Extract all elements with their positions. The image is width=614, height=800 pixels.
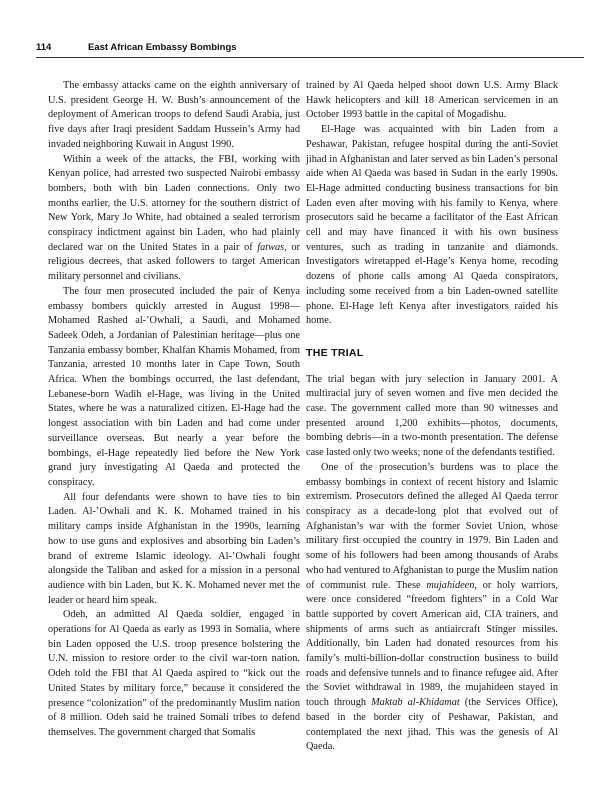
paragraph: The four men prosecuted included the pair of Kenya embassy bombers quickly arrested in August 1998—Mohamed Rashed al-’Owhali, a Saudi, and Mohamed Sadeek Odeh, a Jordanian of Palestinian heritage—plus one Tanzania embassy bomber, Khalfan Khamis Mohamed, from Tanzania, arrested 10 months later in Cape Town, South Africa. When the bombings occurred, the last defendant, Lebanese-born Wadih el-Hage, was living in the United States, where he was a naturalized citizen. El-Hage had the longest association with bin Laden and had come under surveillance overseas. But nearly a year before the bombings, el-Hage repeatedly lied before the New York grand jury investigating Al Qaeda and protected the conspiracy. (48, 285, 300, 488)
paragraph: The embassy attacks came on the eighth anniversary of U.S. president George H. W. Bush’s announcement of the deployment of American troops to defend Saudi Arabia, just five days after Iraqi president Saddam Hussein’s Army had invaded neighboring Kuwait in August 1990. (48, 80, 300, 150)
running-title: East African Embassy Bombings (88, 42, 237, 53)
paragraph: The trial began with jury selection in January 2001. A multiracial jury of seven women and five men decided the case. The government called more than 90 witnesses and presented around 1,200 exhibits—photos, documents, bombing debris—in a two-month presentation. The defense case lasted only two weeks; none of the defendants testified. (306, 373, 558, 459)
paragraph: One of the prosecution’s burdens was to place the embassy bombings in context of recent history and Islamic extremism. Prosecutors defined the alleged Al Qaeda terror conspiracy as a decade-long plot that evolved out of Afghanistan’s war with the former Soviet Union, whose military first occupied the country in 1979. Bin Laden and some of his followers had been among thousands of Arabs who had ventured to Afghanistan to purge the Muslim nation of communist rule. These mujahideen, or holy warriors, were once considered “freedom fighters” in a Cold War battle supported by covert American aid, CIA trainers, and shipments of arms such as antiaircraft Stinger missiles. Additionally, bin Laden had donated resources from his family’s multi-billion-dollar construction business to build roads and defensive tunnels and to finance refugee aid. After the Soviet withdrawal in 1989, the mujahideen stayed in touch through Maktab al-Khidamat (the Services Office), based in the border city of Peshawar, Pakistan, and contemplated the next jihad. This was the genesis of Al Qaeda. (306, 461, 558, 753)
italic-term: mujahideen (426, 579, 475, 591)
paragraph: Odeh, an admitted Al Qaeda soldier, engaged in operations for Al Qaeda as early as 1993 in Somalia, where bin Laden opposed the U.S. troop presence bolstering the U.N. mission to restore order to the civil war-torn nation. Odeh told the FBI that Al Qaeda aspired to “kick out the United States by military force,” because it considered the presence “colonization” of the predominantly Muslim nation of 8 million. Odeh said he trained Somali tribes to defend themselves. The government charged that Somalis (48, 609, 300, 738)
page-number: 114 (36, 42, 52, 53)
italic-term: fatwas (257, 241, 285, 253)
paragraph: All four defendants were shown to have ties to bin Laden. Al-’Owhali and K. K. Mohamed trained in his military camps inside Afghanistan in the 1990s, learning how to use guns and explosives and absorbing bin Laden’s brand of extreme Islamic ideology. Al-’Owhali fought alongside the Taliban and asked for a mission in a personal audience with bin Laden, but K. K. Mohamed never met the leader or heard him speak. (48, 491, 300, 606)
paragraph: El-Hage was acquainted with bin Laden from a Peshawar, Pakistan, refugee hospital during the anti-Soviet jihad in Afghanistan and later served as bin Laden’s personal aide when Al Qaeda was based in Sudan in the early 1990s. El-Hage admitted conducting business transactions for bin Laden even after moving with his family to Kenya, where prosecutors said he became a facilitator of the East African cell and may have financed it with his own business ventures, such as trading in tanzanite and diamonds. Investigators wiretapped el-Hage’s Kenya home, recoding dozens of phone calls among Al Qaeda conspirators, including some received from a bin Laden-owned satellite phone. El-Hage left Kenya after investigators raided his home. (306, 124, 558, 327)
paragraph-continuation: trained by Al Qaeda helped shoot down U.S. Army Black Hawk helicopters and kill 18 American servicemen in an October 1993 battle in the capital of Mogadishu. (306, 80, 558, 121)
header-rule (36, 57, 584, 58)
page-header (36, 38, 582, 56)
right-column (306, 79, 558, 755)
left-column (48, 79, 300, 741)
italic-term: Maktab al-Khidamat (371, 697, 460, 709)
paragraph: Within a week of the attacks, the FBI, working with Kenyan police, had arrested two suspected Nairobi embassy bombers, both with bin Laden connections. Only two months earlier, the U.S. attorney for the southern district of New York, Mary Jo White, had obtained a sealed terrorism conspiracy indictment against bin Laden, who had plainly declared war on the United States in a pair of fatwas, or religious decrees, that asked followers to target American military personnel and civilians. (48, 153, 300, 283)
section-heading: THE TRIAL (306, 346, 364, 359)
